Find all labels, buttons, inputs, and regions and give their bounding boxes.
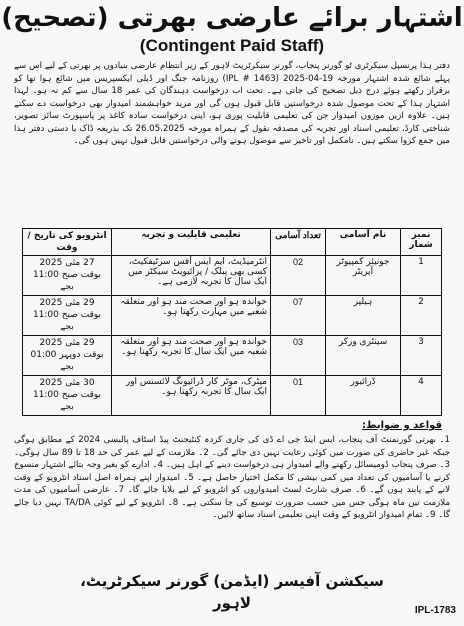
cell-interview <box>23 296 112 336</box>
vacancy-table <box>22 228 442 416</box>
rules-heading: قواعد و ضوابط: <box>362 420 442 431</box>
cell-count: 07 <box>271 296 326 336</box>
table-row <box>23 256 442 296</box>
interview-date: 29 مئی 2025 <box>39 338 95 348</box>
interview-date: 29 مئی 2025 <box>39 298 95 308</box>
cell-count: 01 <box>271 376 326 416</box>
table-row <box>23 376 442 416</box>
intro-paragraph: دفتر ہذا پرنسپل سیکرٹری ٹو گورنر پنجاب، گورنر سیکرٹریٹ لاہور کے زیر انتظام عارضی بنیادوں پر بھرتی کے لیے اس سے پہلے شائع شدہ اشتہار مورخہ 19-04-2025 (IPL # 1463) روزنامہ جنگ اور ڈیلی ایکسپریس میں شائع ہوا تھا کو برقرار رکھتے ہوئے درج ذیل تصحیح کی جاتی ہے۔ تحت اب درخواست دہندگان کی عمر 18 سال سے کم نہ ہو۔ لہذا اشتہار ہذا کے تحت موصول شدہ درخواستیں قابل قبول ہوں گی اور مزید خواہشمند امیدوار بھی درخواست دے سکتے ہیں۔ علاوہ ازیں موزوں امیدوار جن کی تعلیمی قابلیت پوری ہو، اپنی درخواست سادہ کاغذ پر پاسپورٹ سائز تصویر، شناختی کارڈ، تعلیمی اسناد اور تجربہ کی مصدقہ نقول کے ہمراہ مورخہ 26.05.2025 تک بذریعہ ڈاک یا دستی دفتر ہذا میں جمع کروا سکتے ہیں۔ نامکمل اور تاخیر سے موصول ہونے والی درخواستیں قابل قبول نہیں ہوں گی۔ <box>14 61 450 146</box>
interview-time: بوقت دوپہر 01:00 بجے <box>30 350 104 372</box>
cell-count: 03 <box>271 336 326 376</box>
interview-date: 27 مئی 2025 <box>39 258 95 268</box>
urdu-title: اشتہار برائے عارضی بھرتی (تصحیح) <box>1 3 463 33</box>
cell-qualification: انٹرمیڈیٹ، ایم ایس آفس سرٹیفکیٹ، کسی بھی پبلک / پرائیویٹ سیکٹر میں ایک سال کا تجربہ لازمی ہے۔ <box>112 256 271 296</box>
rules-paragraph: 1۔ بھرتی گورنمنٹ آف پنجاب، ایس اینڈ جی اے ڈی کی جاری کردہ کنٹیجنٹ پیڈ اسٹاف پالیسی 2024 کے مطابق ہوگی جبکہ غیر حاضری کی صورت میں کوئی رعایت نہیں دی جائے گی۔ 2۔ ملازمت کے لیے عمر کی حد 18 تا 89 سال ہوگی۔ 3۔ صرف پنجاب ڈومیسائل رکھنے والے امیدوار ہی درخواست دینے کے اہل ہیں۔ 4۔ ادارے کو بغیر وجہ بتائے اشتہار منسوخ کرنے یا آسامیوں کی تعداد میں کمی بیشی کا مکمل اختیار حاصل ہے۔ 5۔ امیدوار اپنے ہمراہ اصل اسناد انٹرویو کے وقت لانے کے پابند ہوں گے۔ 6۔ صرف شارٹ لسٹ امیدواروں کو انٹرویو کے لیے بلایا جائے گا۔ 7۔ عارضی آسامیوں کی مدت ملازمت تین ماہ ہوگی جس میں حسب ضرورت توسیع کی جا سکتی ہے۔ 8۔ انٹرویو کے لیے کوئی TA/DA نہیں دیا جائے گا۔ 9۔ تمام امیدوار انٹرویو کے وقت اپنی تعلیمی اسناد ساتھ لائیں۔ <box>14 435 450 520</box>
table-row <box>23 296 442 336</box>
cell-post: سینٹری ورکر <box>326 336 401 376</box>
table-row <box>23 336 442 376</box>
english-subtitle: (Contingent Paid Staff) <box>139 36 325 55</box>
cell-serial: 2 <box>401 296 442 336</box>
cell-serial: 1 <box>401 256 442 296</box>
cell-qualification: خواندہ ہو اور صحت مند ہو اور متعلقہ شعبے میں مہارت رکھتا ہو۔ <box>112 296 271 336</box>
signature-city: لاہور <box>213 594 251 612</box>
cell-qualification: میٹرک، موٹر کار ڈرائیونگ لائسنس اور ایک سال کا تجربہ رکھتا ہو۔ <box>112 376 271 416</box>
header-post: نام آسامی <box>326 229 401 256</box>
cell-qualification: خواندہ ہو اور صحت مند ہو اور متعلقہ شعبہ میں ایک سال کا تجربہ رکھتا ہو۔ <box>112 336 271 376</box>
header-qualification: تعلیمی قابلیت و تجربہ <box>112 229 271 256</box>
interview-time: بوقت صبح 11:00 بجے <box>32 310 102 332</box>
cell-post: جونیئر کمپیوٹر آپریٹر <box>326 256 401 296</box>
interview-date: 30 مئی 2025 <box>39 378 95 388</box>
signature-line: سیکشن آفیسر (ایڈمن) گورنر سیکرٹریٹ، <box>80 572 384 590</box>
cell-interview <box>23 376 112 416</box>
ipl-number: IPL-1783 <box>414 605 456 616</box>
header-count: تعداد آسامی <box>271 229 326 256</box>
cell-serial: 4 <box>401 376 442 416</box>
cell-post: ڈرائیور <box>326 376 401 416</box>
table-header-row <box>23 229 442 256</box>
interview-time: بوقت صبح 11:00 بجے <box>32 390 102 412</box>
cell-count: 02 <box>271 256 326 296</box>
header-serial: نمبر شمار <box>401 229 442 256</box>
cell-post: ہیلپر <box>326 296 401 336</box>
cell-interview <box>23 336 112 376</box>
header-interview: انٹرویو کی تاریخ / وقت <box>23 229 112 256</box>
cell-interview <box>23 256 112 296</box>
interview-time: بوقت صبح 11:00 بجے <box>32 270 102 292</box>
cell-serial: 3 <box>401 336 442 376</box>
